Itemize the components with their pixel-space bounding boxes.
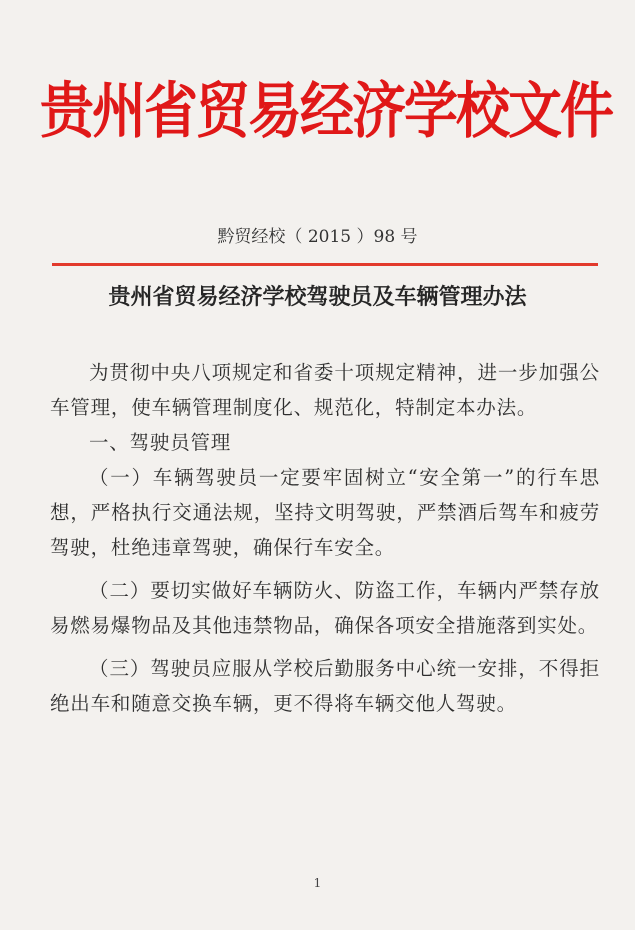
document-body xyxy=(50,355,600,721)
paragraph-intro: 为贯彻中央八项规定和省委十项规定精神，进一步加强公车管理，使车辆管理制度化、规范化，特制定本办法。 xyxy=(50,361,600,419)
document-header-title: 贵州省贸易经济学校文件 xyxy=(40,75,612,146)
document-number: 黔贸经校（ 2015 ）98 号 xyxy=(217,227,418,247)
page-number: 1 xyxy=(313,876,322,890)
paragraph-item-2: （二）要切实做好车辆防火、防盗工作，车辆内严禁存放易燃易爆物品及其他违禁物品，确保各项安全措施落到实处。 xyxy=(50,579,600,637)
document-title: 贵州省贸易经济学校驾驶员及车辆管理办法 xyxy=(108,284,527,310)
header-divider xyxy=(52,263,598,266)
paragraph-item-1: （一）车辆驾驶员一定要牢固树立“安全第一”的行车思想，严格执行交通法规，坚持文明驾驶，严禁酒后驾车和疲劳驾驶，杜绝违章驾驶，确保行车安全。 xyxy=(50,466,600,559)
section-heading: 一、驾驶员管理 xyxy=(89,431,232,454)
paragraph-item-3: （三）驾驶员应服从学校后勤服务中心统一安排，不得拒绝出车和随意交换车辆，更不得将车辆交他人驾驶。 xyxy=(50,657,600,715)
